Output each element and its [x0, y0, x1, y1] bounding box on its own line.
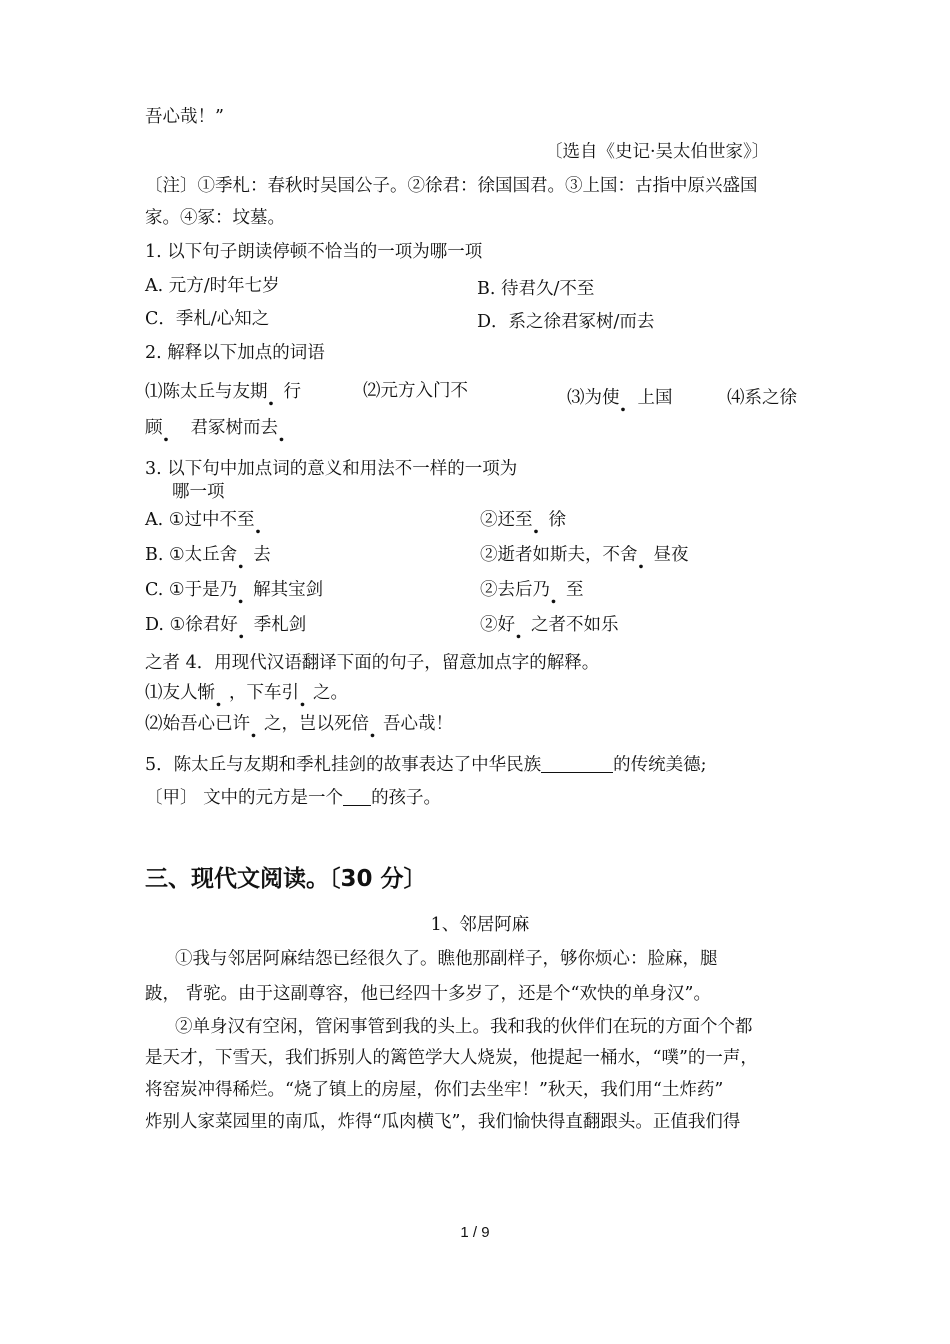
d-right-tail: 之者不如乐 — [531, 615, 619, 635]
d-left-text: D. ①徐君好 — [145, 615, 238, 635]
b-left-text: B. ①太丘舍 — [145, 545, 238, 565]
question-1-option-c: C．季札/心知之 — [145, 309, 270, 329]
b-right-tail: 昼夜 — [653, 545, 689, 565]
q5-jia-text: 〔甲〕 文中的元方是一个 — [145, 788, 344, 808]
question-3-option-a-left — [145, 508, 260, 532]
c-left-tail: 解其宝剑 — [253, 580, 324, 600]
question-4-stem: 之者 4．用现代汉语翻译下面的句子，留意加点字的解释。 — [145, 653, 600, 673]
page-number: 1 / 9 — [460, 1224, 490, 1241]
paragraph-2-line-4: 炸别人家菜园里的南瓜，炸得“瓜肉横飞”，我们愉快得直翻跟头。正值我们得 — [145, 1112, 741, 1132]
question-3-stem: 3. 以下句中加点词的意义和用法不一样的一项为 — [145, 459, 518, 479]
question-2-item-4: ⑷系之徐 — [727, 388, 797, 408]
q5-text: 5．陈太丘与友期和季札挂剑的故事表达了中华民族 — [145, 755, 542, 775]
question-1-stem: 1. 以下句子朗读停顿不恰当的一项为哪一项 — [145, 242, 483, 262]
s2-mid: 之，岂以死倍 — [264, 714, 369, 734]
c-right-text: ②去后乃 — [480, 580, 550, 600]
question-3-option-c-right — [480, 578, 584, 602]
question-1-option-b: B. 待君久/不至 — [477, 279, 595, 299]
item-1-text: ⑴陈太丘与友期 — [145, 382, 268, 402]
question-2-item-3 — [567, 386, 673, 410]
question-1-option-a: A. 元方/时年七岁 — [145, 276, 280, 296]
question-2-item-2: ⑵元方入门不 — [363, 381, 468, 401]
question-5-line-2 — [145, 786, 441, 810]
question-4-sentence-2 — [145, 712, 453, 736]
a-right-tail: 徐 — [548, 510, 566, 530]
q5-tail: 的传统美德; — [613, 755, 707, 775]
wrap-word-2: 君冢树而去 — [190, 418, 278, 438]
wrap-word-1: 顾 — [145, 418, 163, 438]
question-3-option-d-left — [145, 613, 306, 637]
s2-tail: 吾心哉！ — [383, 714, 453, 734]
a-left-text: A. ①过中不至 — [145, 510, 255, 530]
paragraph-2-line-1: ②单身汉有空闲，管闲事管到我的头上。我和我的伙伴们在玩的方面个个都 — [175, 1017, 753, 1037]
passage-source: 〔选自《史记·吴太伯世家》〕 — [545, 142, 770, 162]
question-3-option-b-left — [145, 543, 271, 567]
d-left-tail: 季札剑 — [253, 615, 307, 635]
b-right-text: ②逝者如斯夫，不舍 — [480, 545, 638, 565]
paragraph-1-line-1: ①我与邻居阿麻结怨已经很久了。瞧他那副样子，够你烦心：脸麻，腿 — [175, 949, 718, 969]
c-right-tail: 至 — [566, 580, 584, 600]
q5-jia-tail: 的孩子。 — [371, 788, 442, 808]
item-3-tail: 上国 — [637, 388, 673, 408]
paragraph-1-line-2: 跛， 背驼。由于这副尊容，他已经四十多岁了，还是个“欢快的单身汉”。 — [145, 984, 711, 1004]
notes-line-2: 家。④冢：坟墓。 — [145, 208, 285, 228]
paragraph-2-line-2: 是天才，下雪天，我们拆别人的篱笆学大人烧炭，他提起一桶水，“噗”的一声， — [145, 1048, 758, 1068]
s1-tail: 之。 — [313, 683, 348, 703]
question-3-stem-cont: 哪一项 — [172, 482, 225, 502]
paragraph-2-line-3: 将窑炭冲得稀烂。“烧了镇上的房屋，你们去坐牢！”秋天，我们用“土炸药” — [145, 1080, 724, 1100]
question-3-option-c-left — [145, 578, 323, 602]
fill-blank-1[interactable] — [541, 754, 613, 773]
question-3-option-b-right — [480, 543, 689, 567]
item-3-text: ⑶为使 — [567, 388, 620, 408]
passage-end-line: 吾心哉！” — [145, 107, 224, 127]
question-3-option-d-right — [480, 613, 619, 637]
fill-blank-2[interactable] — [343, 787, 371, 806]
d-right-text: ②好 — [480, 615, 515, 635]
question-2-item-1 — [145, 380, 301, 404]
notes-line-1: 〔注〕①季札：春秋时吴国公子。②徐君：徐国国君。③上国：古指中原兴盛国 — [145, 176, 758, 196]
question-5-line-1 — [145, 753, 707, 777]
question-2-stem: 2. 解释以下加点的词语 — [145, 343, 325, 363]
b-left-tail: 去 — [253, 545, 271, 565]
section-heading: 三、现代文阅读。〔30 分〕 — [145, 866, 427, 892]
question-2-wrap-line — [145, 416, 284, 440]
s2-text: ⑵始吾心已许 — [145, 714, 250, 734]
question-4-sentence-1 — [145, 681, 348, 705]
s1-mid: ，下车引 — [229, 683, 299, 703]
question-1-option-d: D．系之徐君冢树/而去 — [477, 312, 655, 332]
article-title: 1、邻居阿麻 — [430, 915, 530, 935]
s1-text: ⑴友人惭 — [145, 683, 215, 703]
c-left-text: C. ①于是乃 — [145, 580, 238, 600]
question-3-option-a-right — [480, 508, 566, 532]
a-right-text: ②还至 — [480, 510, 533, 530]
item-1-tail: 行 — [283, 382, 301, 402]
